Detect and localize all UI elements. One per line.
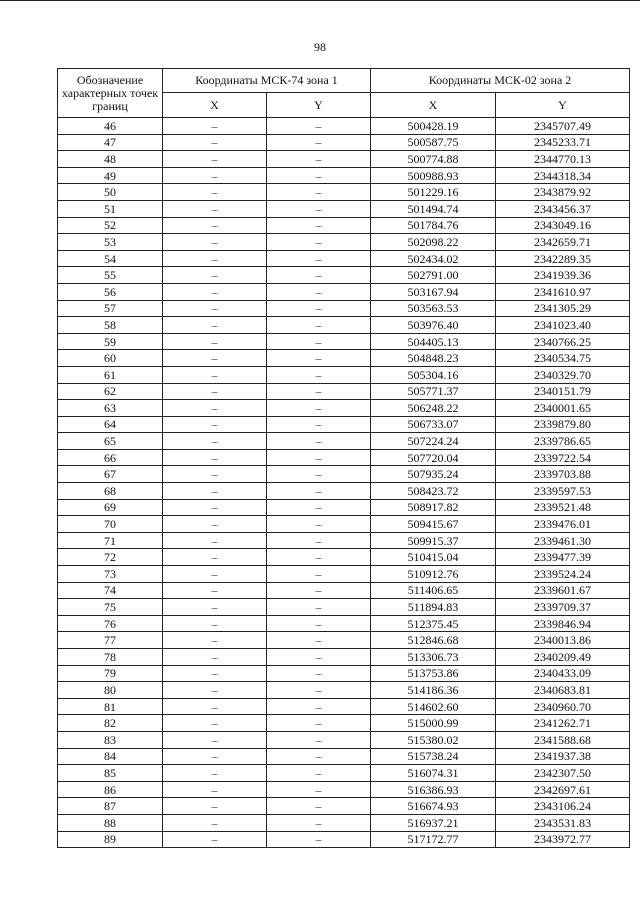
table-row <box>58 499 630 516</box>
cell-msk74-x: – <box>163 831 267 848</box>
table-row <box>58 283 630 300</box>
table-row <box>58 167 630 184</box>
cell-msk02-y: 2339879.80 <box>496 416 630 433</box>
table-row <box>58 317 630 334</box>
header-msk02-y: Y <box>496 93 630 118</box>
cell-msk74-y: – <box>267 433 371 450</box>
cell-point-number: 87 <box>58 798 163 815</box>
cell-msk02-y: 2340534.75 <box>496 350 630 367</box>
cell-msk74-y: – <box>267 831 371 848</box>
table-row <box>58 366 630 383</box>
cell-msk02-y: 2340960.70 <box>496 698 630 715</box>
cell-msk74-y: – <box>267 118 371 135</box>
cell-msk74-x: – <box>163 715 267 732</box>
cell-point-number: 59 <box>58 333 163 350</box>
cell-msk02-y: 2344318.34 <box>496 167 630 184</box>
cell-point-number: 76 <box>58 615 163 632</box>
cell-msk02-x: 516674.93 <box>371 798 496 815</box>
cell-point-number: 52 <box>58 217 163 234</box>
cell-msk02-y: 2341262.71 <box>496 715 630 732</box>
cell-msk74-x: – <box>163 283 267 300</box>
cell-msk74-y: – <box>267 649 371 666</box>
cell-msk74-x: – <box>163 134 267 151</box>
table-row <box>58 682 630 699</box>
cell-msk02-x: 509915.37 <box>371 532 496 549</box>
cell-msk74-y: – <box>267 665 371 682</box>
cell-msk74-y: – <box>267 366 371 383</box>
cell-msk02-x: 501229.16 <box>371 184 496 201</box>
cell-msk74-x: – <box>163 317 267 334</box>
cell-msk74-y: – <box>267 333 371 350</box>
cell-msk02-x: 507224.24 <box>371 433 496 450</box>
cell-msk02-y: 2340001.65 <box>496 400 630 417</box>
cell-point-number: 78 <box>58 649 163 666</box>
table-row <box>58 698 630 715</box>
cell-msk74-y: – <box>267 449 371 466</box>
cell-point-number: 71 <box>58 532 163 549</box>
table-row <box>58 582 630 599</box>
cell-msk02-y: 2339476.01 <box>496 516 630 533</box>
table-row <box>58 715 630 732</box>
cell-msk74-x: – <box>163 151 267 168</box>
table-row <box>58 748 630 765</box>
cell-msk74-y: – <box>267 549 371 566</box>
cell-msk02-y: 2343531.83 <box>496 814 630 831</box>
cell-msk74-x: – <box>163 649 267 666</box>
cell-msk02-y: 2343879.92 <box>496 184 630 201</box>
cell-msk02-y: 2339461.30 <box>496 532 630 549</box>
cell-msk74-x: – <box>163 433 267 450</box>
cell-point-number: 75 <box>58 599 163 616</box>
cell-msk02-x: 500988.93 <box>371 167 496 184</box>
table-row <box>58 466 630 483</box>
cell-msk74-y: – <box>267 532 371 549</box>
header-point-designation: Обозначение характерных точек границ <box>58 69 163 118</box>
cell-msk02-x: 517172.77 <box>371 831 496 848</box>
cell-point-number: 55 <box>58 267 163 284</box>
cell-msk02-x: 512375.45 <box>371 615 496 632</box>
table-row <box>58 665 630 682</box>
cell-msk02-y: 2342289.35 <box>496 250 630 267</box>
cell-msk02-y: 2339597.53 <box>496 483 630 500</box>
cell-msk02-x: 503167.94 <box>371 283 496 300</box>
cell-msk74-x: – <box>163 748 267 765</box>
cell-msk02-y: 2341937.38 <box>496 748 630 765</box>
cell-msk02-y: 2341939.36 <box>496 267 630 284</box>
cell-msk02-x: 516074.31 <box>371 765 496 782</box>
cell-msk74-y: – <box>267 184 371 201</box>
cell-point-number: 49 <box>58 167 163 184</box>
cell-point-number: 86 <box>58 781 163 798</box>
cell-msk02-x: 512846.68 <box>371 632 496 649</box>
cell-msk74-y: – <box>267 267 371 284</box>
cell-msk74-x: – <box>163 400 267 417</box>
cell-msk02-y: 2343456.37 <box>496 200 630 217</box>
cell-msk02-x: 514186.36 <box>371 682 496 699</box>
cell-point-number: 66 <box>58 449 163 466</box>
cell-msk02-x: 507720.04 <box>371 449 496 466</box>
cell-msk74-y: – <box>267 814 371 831</box>
page-number: 98 <box>314 40 326 54</box>
cell-msk02-y: 2343972.77 <box>496 831 630 848</box>
cell-msk74-x: – <box>163 350 267 367</box>
cell-msk02-y: 2339524.24 <box>496 566 630 583</box>
cell-msk02-y: 2344770.13 <box>496 151 630 168</box>
cell-msk74-y: – <box>267 748 371 765</box>
header-msk74-x: X <box>163 93 267 118</box>
cell-msk02-x: 510415.04 <box>371 549 496 566</box>
cell-msk74-x: – <box>163 267 267 284</box>
cell-msk74-x: – <box>163 416 267 433</box>
cell-msk74-y: – <box>267 234 371 251</box>
cell-msk74-y: – <box>267 765 371 782</box>
page-top-rule <box>0 0 640 1</box>
cell-msk02-x: 515380.02 <box>371 731 496 748</box>
cell-point-number: 63 <box>58 400 163 417</box>
cell-msk74-y: – <box>267 731 371 748</box>
cell-msk02-x: 513306.73 <box>371 649 496 666</box>
table-row <box>58 798 630 815</box>
cell-msk02-x: 505771.37 <box>371 383 496 400</box>
cell-point-number: 62 <box>58 383 163 400</box>
cell-msk74-x: – <box>163 632 267 649</box>
cell-msk02-y: 2340683.81 <box>496 682 630 699</box>
cell-msk02-x: 507935.24 <box>371 466 496 483</box>
cell-point-number: 47 <box>58 134 163 151</box>
cell-point-number: 51 <box>58 200 163 217</box>
cell-msk02-y: 2342307.50 <box>496 765 630 782</box>
cell-msk74-y: – <box>267 599 371 616</box>
table-row <box>58 184 630 201</box>
cell-msk02-x: 501784.76 <box>371 217 496 234</box>
cell-msk74-x: – <box>163 765 267 782</box>
cell-msk74-y: – <box>267 566 371 583</box>
cell-msk02-y: 2345233.71 <box>496 134 630 151</box>
cell-point-number: 50 <box>58 184 163 201</box>
header-msk02-x: X <box>371 93 496 118</box>
cell-msk02-x: 503563.53 <box>371 300 496 317</box>
cell-msk74-y: – <box>267 798 371 815</box>
cell-msk02-x: 506733.07 <box>371 416 496 433</box>
cell-msk74-y: – <box>267 632 371 649</box>
cell-msk74-y: – <box>267 516 371 533</box>
cell-msk02-x: 515000.99 <box>371 715 496 732</box>
cell-msk02-y: 2339521.48 <box>496 499 630 516</box>
cell-point-number: 65 <box>58 433 163 450</box>
cell-point-number: 74 <box>58 582 163 599</box>
table-row <box>58 416 630 433</box>
cell-msk02-x: 515738.24 <box>371 748 496 765</box>
cell-point-number: 73 <box>58 566 163 583</box>
cell-msk02-y: 2342697.61 <box>496 781 630 798</box>
cell-msk74-y: – <box>267 250 371 267</box>
cell-msk74-y: – <box>267 317 371 334</box>
cell-msk02-y: 2339722.54 <box>496 449 630 466</box>
cell-msk02-x: 500774.88 <box>371 151 496 168</box>
header-msk74-y: Y <box>267 93 371 118</box>
cell-msk02-y: 2343049.16 <box>496 217 630 234</box>
table-row <box>58 350 630 367</box>
table-row <box>58 118 630 135</box>
table-row <box>58 831 630 848</box>
cell-msk02-x: 514602.60 <box>371 698 496 715</box>
cell-msk74-y: – <box>267 615 371 632</box>
table-row <box>58 250 630 267</box>
cell-point-number: 88 <box>58 814 163 831</box>
cell-msk74-y: – <box>267 151 371 168</box>
cell-msk02-y: 2341588.68 <box>496 731 630 748</box>
table-row <box>58 632 630 649</box>
cell-msk74-x: – <box>163 781 267 798</box>
cell-msk02-y: 2339709.37 <box>496 599 630 616</box>
cell-msk74-y: – <box>267 383 371 400</box>
cell-msk02-y: 2339703.88 <box>496 466 630 483</box>
table-row <box>58 516 630 533</box>
cell-msk02-x: 502098.22 <box>371 234 496 251</box>
cell-point-number: 60 <box>58 350 163 367</box>
cell-msk74-x: – <box>163 483 267 500</box>
cell-point-number: 46 <box>58 118 163 135</box>
cell-point-number: 80 <box>58 682 163 699</box>
cell-point-number: 77 <box>58 632 163 649</box>
cell-msk02-y: 2340766.25 <box>496 333 630 350</box>
table-row <box>58 549 630 566</box>
cell-msk02-x: 500428.19 <box>371 118 496 135</box>
cell-point-number: 82 <box>58 715 163 732</box>
cell-msk02-x: 504405.13 <box>371 333 496 350</box>
cell-point-number: 81 <box>58 698 163 715</box>
cell-msk02-x: 516937.21 <box>371 814 496 831</box>
cell-msk74-x: – <box>163 217 267 234</box>
cell-point-number: 72 <box>58 549 163 566</box>
table-row <box>58 234 630 251</box>
cell-msk74-y: – <box>267 134 371 151</box>
cell-msk74-x: – <box>163 682 267 699</box>
cell-point-number: 69 <box>58 499 163 516</box>
table-row <box>58 134 630 151</box>
cell-msk02-y: 2340151.79 <box>496 383 630 400</box>
table-header <box>58 69 630 118</box>
cell-msk74-y: – <box>267 682 371 699</box>
cell-point-number: 89 <box>58 831 163 848</box>
cell-msk74-x: – <box>163 184 267 201</box>
header-msk02: Координаты МСК-02 зона 2 <box>371 69 630 93</box>
table-row <box>58 649 630 666</box>
cell-msk74-y: – <box>267 781 371 798</box>
cell-msk02-x: 513753.86 <box>371 665 496 682</box>
cell-msk74-x: – <box>163 698 267 715</box>
header-msk74: Координаты МСК-74 зона 1 <box>163 69 371 93</box>
table-row <box>58 483 630 500</box>
cell-msk74-x: – <box>163 549 267 566</box>
cell-point-number: 58 <box>58 317 163 334</box>
table-row <box>58 765 630 782</box>
cell-msk02-x: 501494.74 <box>371 200 496 217</box>
cell-point-number: 79 <box>58 665 163 682</box>
cell-msk74-x: – <box>163 234 267 251</box>
cell-msk74-y: – <box>267 283 371 300</box>
table-row <box>58 267 630 284</box>
table-row <box>58 433 630 450</box>
cell-msk02-x: 503976.40 <box>371 317 496 334</box>
cell-msk74-x: – <box>163 532 267 549</box>
cell-msk74-x: – <box>163 466 267 483</box>
cell-msk74-x: – <box>163 599 267 616</box>
cell-msk74-y: – <box>267 466 371 483</box>
cell-msk74-y: – <box>267 167 371 184</box>
cell-msk74-x: – <box>163 566 267 583</box>
table-row <box>58 781 630 798</box>
table-row <box>58 217 630 234</box>
cell-msk02-y: 2339786.65 <box>496 433 630 450</box>
cell-point-number: 68 <box>58 483 163 500</box>
cell-msk02-x: 516386.93 <box>371 781 496 798</box>
cell-msk74-x: – <box>163 499 267 516</box>
cell-msk02-x: 502434.02 <box>371 250 496 267</box>
cell-msk02-x: 511406.65 <box>371 582 496 599</box>
cell-msk02-x: 505304.16 <box>371 366 496 383</box>
cell-msk74-x: – <box>163 118 267 135</box>
cell-msk02-y: 2342659.71 <box>496 234 630 251</box>
table-row <box>58 599 630 616</box>
cell-msk74-x: – <box>163 798 267 815</box>
cell-point-number: 54 <box>58 250 163 267</box>
table-row <box>58 300 630 317</box>
cell-msk74-y: – <box>267 400 371 417</box>
cell-point-number: 56 <box>58 283 163 300</box>
cell-msk02-y: 2339601.67 <box>496 582 630 599</box>
table-row <box>58 814 630 831</box>
table-row <box>58 200 630 217</box>
cell-msk02-y: 2339846.94 <box>496 615 630 632</box>
cell-msk74-y: – <box>267 715 371 732</box>
cell-msk02-x: 500587.75 <box>371 134 496 151</box>
cell-msk74-y: – <box>267 582 371 599</box>
table-row <box>58 400 630 417</box>
cell-msk02-x: 511894.83 <box>371 599 496 616</box>
cell-point-number: 70 <box>58 516 163 533</box>
cell-msk74-x: – <box>163 200 267 217</box>
cell-msk02-x: 508917.82 <box>371 499 496 516</box>
cell-msk74-x: – <box>163 333 267 350</box>
cell-msk74-y: – <box>267 416 371 433</box>
cell-msk74-x: – <box>163 582 267 599</box>
cell-msk02-x: 502791.00 <box>371 267 496 284</box>
cell-msk02-y: 2340433.09 <box>496 665 630 682</box>
cell-point-number: 67 <box>58 466 163 483</box>
cell-msk74-x: – <box>163 250 267 267</box>
cell-msk74-x: – <box>163 167 267 184</box>
cell-msk02-x: 506248.22 <box>371 400 496 417</box>
cell-msk74-x: – <box>163 516 267 533</box>
cell-point-number: 64 <box>58 416 163 433</box>
cell-msk74-x: – <box>163 615 267 632</box>
cell-msk74-y: – <box>267 698 371 715</box>
cell-msk74-y: – <box>267 499 371 516</box>
cell-point-number: 84 <box>58 748 163 765</box>
table-row <box>58 731 630 748</box>
cell-msk02-y: 2340209.49 <box>496 649 630 666</box>
cell-msk02-x: 504848.23 <box>371 350 496 367</box>
table-row <box>58 615 630 632</box>
cell-msk74-x: – <box>163 300 267 317</box>
cell-msk74-y: – <box>267 350 371 367</box>
cell-point-number: 57 <box>58 300 163 317</box>
cell-msk02-y: 2339477.39 <box>496 549 630 566</box>
cell-msk02-y: 2343106.24 <box>496 798 630 815</box>
cell-msk74-y: – <box>267 300 371 317</box>
cell-msk02-y: 2341610.97 <box>496 283 630 300</box>
coordinates-table <box>57 68 630 848</box>
cell-msk74-x: – <box>163 665 267 682</box>
cell-msk74-x: – <box>163 366 267 383</box>
table-row <box>58 383 630 400</box>
cell-msk02-y: 2340329.70 <box>496 366 630 383</box>
cell-msk74-y: – <box>267 483 371 500</box>
cell-msk74-y: – <box>267 200 371 217</box>
cell-point-number: 85 <box>58 765 163 782</box>
cell-msk02-y: 2341023.40 <box>496 317 630 334</box>
cell-msk02-x: 508423.72 <box>371 483 496 500</box>
cell-msk74-x: – <box>163 449 267 466</box>
table-row <box>58 333 630 350</box>
table-body <box>58 118 630 848</box>
cell-msk02-x: 510912.76 <box>371 566 496 583</box>
cell-point-number: 53 <box>58 234 163 251</box>
cell-msk02-y: 2341305.29 <box>496 300 630 317</box>
cell-point-number: 83 <box>58 731 163 748</box>
cell-msk02-x: 509415.67 <box>371 516 496 533</box>
cell-msk02-y: 2340013.86 <box>496 632 630 649</box>
table-row <box>58 532 630 549</box>
cell-msk74-x: – <box>163 383 267 400</box>
table-row <box>58 449 630 466</box>
cell-msk74-x: – <box>163 814 267 831</box>
cell-msk02-y: 2345707.49 <box>496 118 630 135</box>
table-row <box>58 566 630 583</box>
cell-msk74-x: – <box>163 731 267 748</box>
cell-point-number: 48 <box>58 151 163 168</box>
cell-msk74-y: – <box>267 217 371 234</box>
table-row <box>58 151 630 168</box>
cell-point-number: 61 <box>58 366 163 383</box>
